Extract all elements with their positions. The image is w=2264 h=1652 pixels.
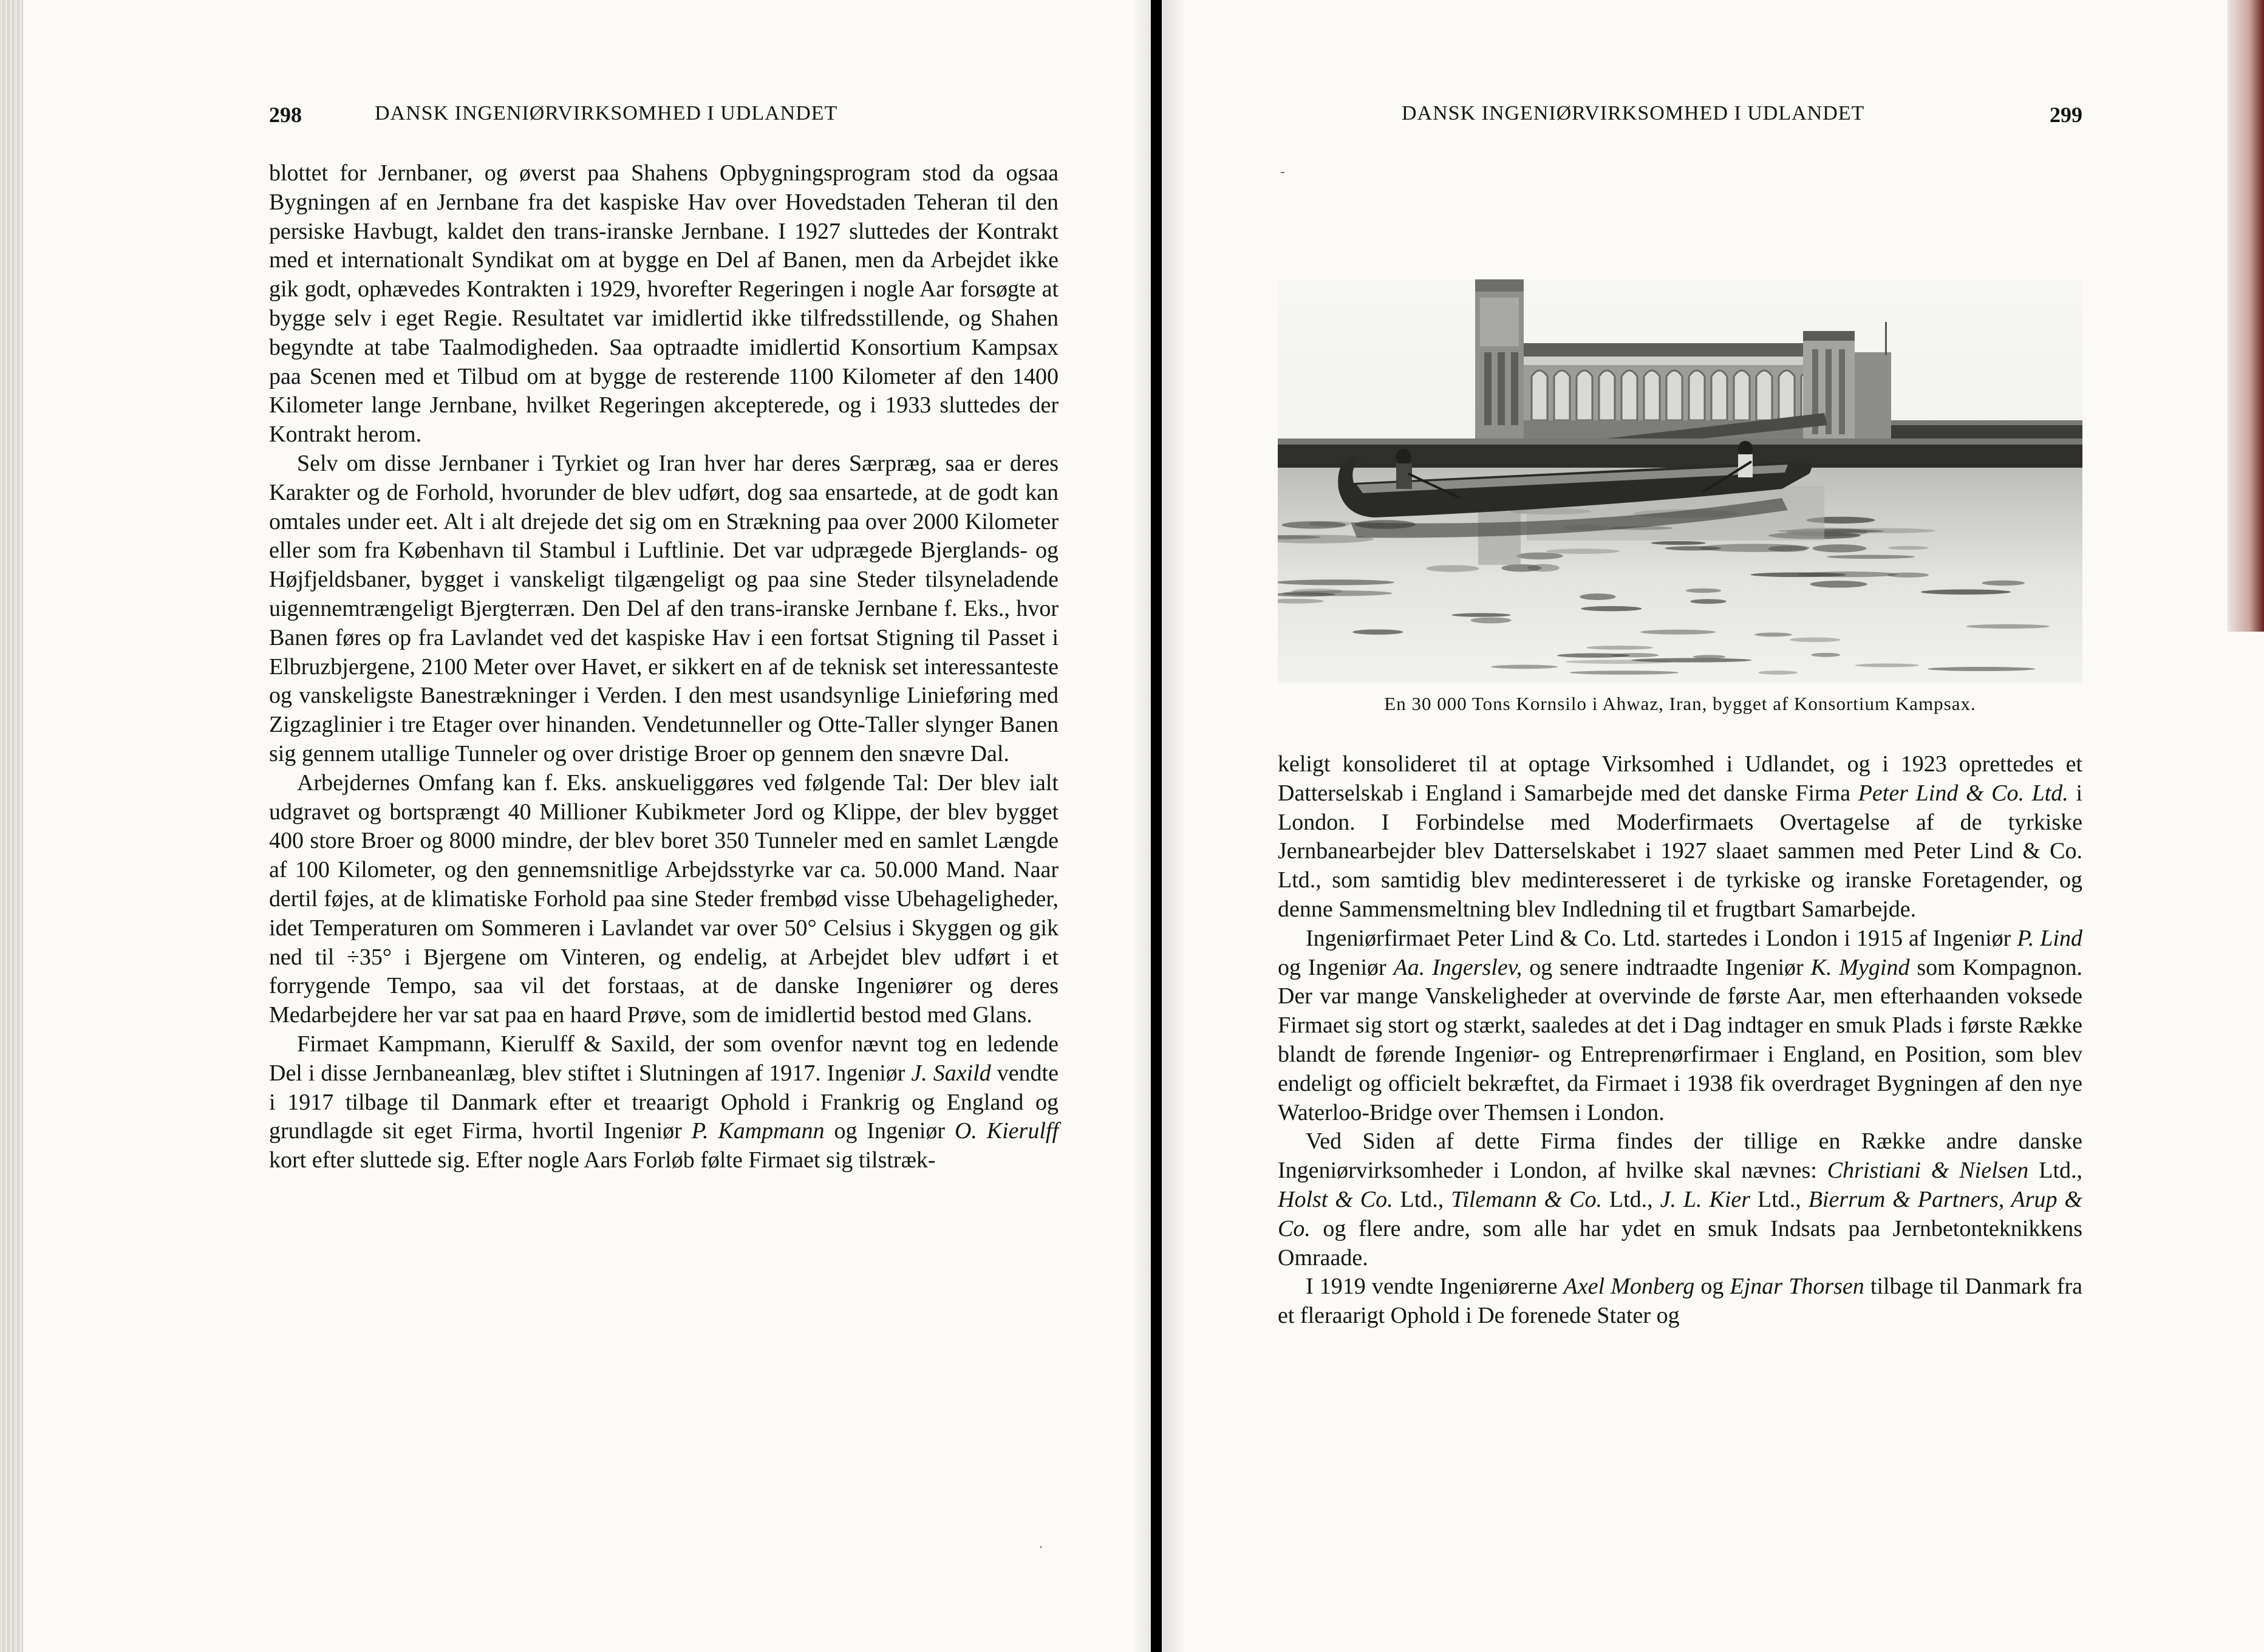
text-run: i London. I Forbindelse med Moderfirmaets Overtagelse af de tyrkiske Jernbanearbejder blev Datterselskabet i 1927 slaaet sammen med Peter Lind & Co. Ltd., som samtidig blev medinteresseret i de tyrkiske og iranske Foretagender, og denne Sammensmeltning blev Indledning til et frugtbart Samarbejde. bbox=[1278, 780, 2082, 922]
water-ripple bbox=[1887, 573, 1929, 578]
text-run: keligt konsolideret til at optage Virksomhed i Udlandet, og i 1923 oprettedes et Datterselskab i England i Samarbejde med det danske Firma bbox=[1278, 751, 2082, 806]
text-run: Ltd., bbox=[1393, 1186, 1451, 1212]
silo-arch bbox=[1756, 370, 1772, 420]
paragraph bbox=[1278, 1272, 2082, 1331]
paragraph bbox=[269, 1030, 1059, 1175]
water-ripple bbox=[1352, 629, 1403, 635]
water-ripple bbox=[1586, 646, 1653, 650]
text-run: Ltd., bbox=[1750, 1186, 1809, 1212]
spine-shadow bbox=[1162, 0, 1186, 1652]
water-ripple bbox=[1790, 638, 1841, 643]
water-ripple bbox=[1827, 555, 1915, 559]
page-edges bbox=[0, 0, 23, 1652]
italic-name: P. Lind bbox=[2017, 925, 2082, 951]
silo-arch bbox=[1599, 370, 1615, 420]
water-ripple bbox=[1580, 593, 1615, 600]
water-ripple bbox=[1699, 544, 1810, 552]
water-ripple bbox=[1570, 671, 1679, 675]
text-run: blottet for Jernbaner, og øverst paa Shahens Opbygningsprogram stod da ogsaa Bygningen af en Jernbane fra det kaspiske Hav over Hovedstaden Teheran til den persiske Havbugt, kaldet den trans-iranske Jernbane. I 1927 sluttedes der Kontrakt med et internationalt Syndikat om at bygge en Del af Banen, men da Arbejdet ikke gik godt, ophævedes Kontrakten i 1929, hvorefter Regeringen i nogle Aar forsøgte at bygge selv i eget Regie. Resultatet var imidlertid ikke tilfredsstillende, og Shahen begyndte at tabe Taalmodigheden. Saa optraadte imidlertid Konsortium Kampsax paa Scenen med et Tilbud om at bygge de resterende 1100 Kilometer af den 1400 Kilometer lange Jernbane, hvilket Regeringen akcepterede, og i 1933 sluttedes der Kontrakt herom. bbox=[269, 160, 1059, 448]
figure-caption: En 30 000 Tons Kornsilo i Ahwaz, Iran, bygget af Konsortium Kampsax. bbox=[1384, 693, 1976, 714]
silo-arch bbox=[1779, 370, 1795, 420]
right-page bbox=[1162, 0, 2264, 1652]
text-run: som Kompagnon. Der var mange Vanskeligheder at overvinde de første Aar, men efterhaanden voksede Firmaet sig stort og stærkt, saaledes at det i Dag indtager en smuk Plads i første Række blandt de førende Ingeniør- og Entreprenørfirmaer i England, en Position, som blev endeligt og officielt bekræftet, da Firmaet i 1938 fik overdraget Bygningen af den nye Waterloo-Bridge over Themsen i London. bbox=[1278, 954, 2083, 1125]
water-ripple bbox=[1798, 572, 1898, 577]
page-number: 299 bbox=[2050, 103, 2082, 127]
water-ripple bbox=[1309, 521, 1351, 527]
water-ripple bbox=[1812, 544, 1866, 552]
text-run: Ltd., bbox=[1601, 1186, 1660, 1212]
italic-name: Peter Lind & Co. Ltd. bbox=[1858, 780, 2068, 806]
text-run: I 1919 vendte Ingeniørerne bbox=[1306, 1274, 1564, 1300]
paragraph bbox=[269, 769, 1059, 1030]
text-run: tilbage til Danmark fra et fleraarigt Ophold i De forenede Stater og bbox=[1278, 1274, 2082, 1329]
water-ripple bbox=[1546, 548, 1620, 554]
text-run: Ingeniørfirmaet Peter Lind & Co. Ltd. startedes i London i 1915 af Ingeniør bbox=[1306, 925, 2017, 951]
silo-arch bbox=[1621, 370, 1637, 420]
water-ripple bbox=[1278, 579, 1394, 585]
print-speck: · bbox=[1038, 1540, 1043, 1555]
italic-name: Ejnar Thorsen bbox=[1730, 1274, 1864, 1300]
text-run: Arbejdernes Omfang kan f. Eks. anskueliggøres ved følgende Tal: Der blev ialt udgravet og bortsprængt 40 Millioner Kubikmeter Jord og Klippe, der blev bygget 400 store Broer og 8000 mindre, der blev boret 350 Tunneler med en samlet Længde af 100 Kilometer, og den gennemsnitlige Arbejdsstyrke var ca. 50.000 Mand. Naar dertil føjes, at de klimatiske Forhold paa sine Steder frembød visse Ubehageligheder, idet Temperaturen om Sommeren i Lavlandet var over 50° Celsius i Skyggen og gik ned til ÷35° i Bjergene om Vinteren, og endelig, at Arbejdet blev udført i et forrygende Tempo, saa vil det forstaas, at de danske Ingeniører og deres Medarbejdere her var sat paa en haard Prøve, som de imidlertid bestod med Glans. bbox=[269, 770, 1059, 1028]
italic-name: Bierrum & Partners, Arup & Co. bbox=[1278, 1186, 2082, 1241]
water-ripple bbox=[1928, 667, 2036, 671]
text-run: Ved Siden af dette Firma findes der tillige en Række andre danske Ingeniørvirksomheder i London, af hvilke skal nævnes: bbox=[1278, 1128, 2082, 1184]
water-ripple bbox=[1565, 660, 1673, 664]
text-run: og senere indtraadte Ingeniør bbox=[1522, 954, 1811, 980]
running-head: DANSK INGENIØRVIRKSOMHED I UDLANDET bbox=[1402, 102, 1865, 125]
text-run: Selv om disse Jernbaner i Tyrkiet og Iran hver har deres Særpræg, saa er deres Karakter og de Forhold, hvorunder de blev udført, dog saa ensartede, at de godt kan omtales under eet. Alt i alt drejede det sig om en Strækning paa over 2000 Kilometer eller som fra København til Stambul i Luftlinie. Det var udprægede Bjerglands- og Højfjeldsbaner, bygget i vanskeligt tilgængeligt og paa sine Steder tilsyneladende uigennemtrængeligt Bjergterræn. Den Del af den trans-iranske Jernbane f. Eks., hvor Banen føres op fra Lavlandet ved det kaspiske Hav i een fortsat Stigning til Passet i Elbruzbjergene, 2100 Meter over Havet, er sikkert en af de teknisk set interessanteste og vanskeligste Banestrækninger i Verden. I den mest usandsynlige Linieføring med Zigzaglinier i tre Etager over hinanden. Vendetunneller og Otte-Taller slynger Banen sig gennem utallige Tunneler og over dristige Broer op gennem den snævre Dal. bbox=[269, 450, 1059, 766]
water-ripple bbox=[1921, 589, 2011, 595]
water-ripple bbox=[1426, 565, 1479, 572]
italic-name: J. Saxild bbox=[911, 1060, 991, 1086]
italic-name: Tilemann & Co. bbox=[1451, 1186, 1602, 1212]
water-ripple bbox=[1693, 655, 1726, 658]
italic-name: Christiani & Nielsen bbox=[1827, 1158, 2029, 1184]
water-ripple bbox=[1690, 599, 1727, 604]
silo-arch bbox=[1532, 370, 1547, 420]
photo-grain-silo-ahwaz bbox=[1278, 279, 2082, 683]
water-ripple bbox=[1686, 589, 1721, 593]
water-ripple bbox=[1811, 653, 1840, 657]
red-book-edge bbox=[2228, 0, 2264, 632]
water-ripple bbox=[1982, 581, 2024, 586]
water-ripple bbox=[1557, 653, 1630, 657]
water-ripple bbox=[1810, 581, 1867, 588]
text-run: og bbox=[1694, 1274, 1730, 1300]
text-run: og flere andre, som alle har ydet en smuk Indsats paa Jernbetonteknikkens Omraade. bbox=[1278, 1215, 2082, 1271]
text-run: Ltd., bbox=[2028, 1158, 2082, 1184]
paragraph bbox=[269, 159, 1059, 449]
water-ripple bbox=[1516, 553, 1563, 559]
text-run: og Ingeniør bbox=[824, 1118, 955, 1144]
water-ripple bbox=[1470, 617, 1511, 623]
spine-shadow bbox=[1133, 0, 1151, 1652]
text-run: kort efter sluttede sig. Efter nogle Aars Forløb følte Firmaet sig tilstræk- bbox=[269, 1147, 936, 1173]
paragraph bbox=[1278, 924, 2082, 1128]
print-speck: - bbox=[1280, 164, 1285, 180]
italic-name: Aa. Ingerslev, bbox=[1393, 954, 1522, 980]
paragraph bbox=[1278, 1127, 2082, 1272]
silo-arch bbox=[1577, 370, 1592, 420]
water-ripple bbox=[1966, 624, 2049, 629]
water-ripple bbox=[1491, 665, 1558, 669]
water-ripple bbox=[1758, 671, 1798, 675]
water-ripple bbox=[1888, 546, 1929, 550]
water-ripple bbox=[1451, 613, 1511, 616]
body-text bbox=[269, 159, 1059, 1175]
water-ripple bbox=[1651, 541, 1705, 545]
text-run: vendte i 1917 tilbage til Danmark efter et treaarigt Ophold i Frankrig og England og grundlagde sit eget Firma, hvortil Ingeniør bbox=[269, 1060, 1059, 1144]
water-ripple bbox=[1501, 564, 1541, 572]
silo-arch bbox=[1734, 370, 1750, 420]
water-ripple bbox=[1754, 633, 1792, 637]
water-ripple bbox=[1855, 663, 1919, 667]
italic-name: J. L. Kier bbox=[1660, 1186, 1751, 1212]
silo-arch bbox=[1644, 370, 1660, 420]
page-number: 298 bbox=[269, 103, 302, 127]
body-text bbox=[1278, 750, 2082, 1331]
paragraph bbox=[1278, 750, 2082, 924]
italic-name: Holst & Co. bbox=[1278, 1186, 1393, 1212]
silo-arch bbox=[1554, 370, 1570, 420]
water-ripple bbox=[1581, 606, 1642, 611]
paragraph bbox=[269, 449, 1059, 769]
silo-arch bbox=[1689, 370, 1705, 420]
text-run: og Ingeniør bbox=[1278, 954, 1394, 980]
silo-arch bbox=[1666, 370, 1682, 420]
italic-name: P. Kampmann bbox=[691, 1118, 825, 1144]
text-run: Firmaet Kampmann, Kierulff & Saxild, der som ovenfor nævnt tog en ledende Del i disse Jernbaneanlæg, blev stiftet i Slutningen af 1917. Ingeniør bbox=[269, 1031, 1059, 1086]
water-ripple bbox=[1640, 630, 1716, 635]
running-head: DANSK INGENIØRVIRKSOMHED I UDLANDET bbox=[375, 102, 838, 125]
italic-name: O. Kierulff bbox=[954, 1118, 1059, 1144]
silo-arch bbox=[1711, 370, 1727, 420]
italic-name: K. Mygind bbox=[1810, 954, 1910, 980]
italic-name: Axel Monberg bbox=[1563, 1274, 1695, 1300]
